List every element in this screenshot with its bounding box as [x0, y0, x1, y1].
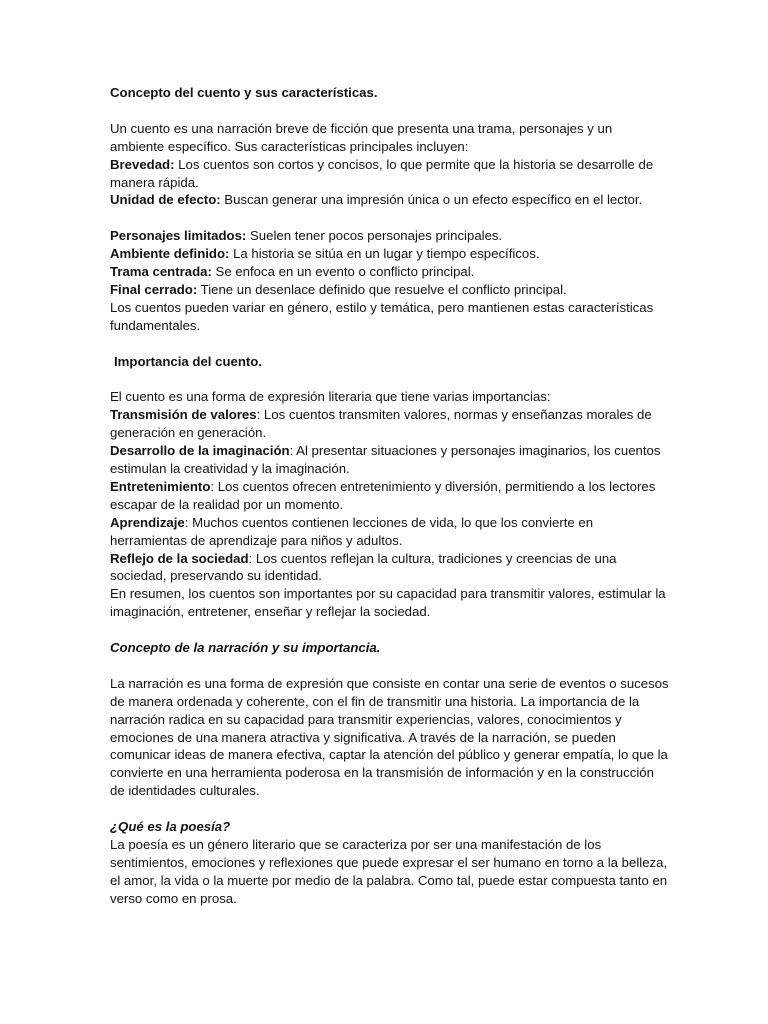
definition-item	[110, 227, 670, 245]
definition-term: Personajes limitados:	[110, 228, 247, 244]
definition-item	[110, 478, 670, 514]
definition-text: Suelen tener pocos personajes principales.	[246, 228, 503, 244]
definition-text: La historia se sitúa en un lugar y tiempo específicos.	[229, 246, 540, 262]
definition-text: : Muchos cuentos contienen lecciones de vida, lo que los convierte en herramientas de aprendizaje para niños y adultos.	[110, 514, 594, 548]
definition-item	[110, 550, 670, 586]
section1-closing: Los cuentos pueden variar en género, estilo y temática, pero mantienen estas características fundamentales.	[110, 299, 654, 333]
section2-closing: En resumen, los cuentos son importantes por su capacidad para transmitir valores, estimular la imaginación, entretener, enseñar y reflejar la sociedad.	[110, 586, 666, 620]
section-title-narracion: Concepto de la narración y su importancia.	[110, 640, 381, 656]
definition-term: Desarrollo de la imaginación	[110, 443, 290, 459]
definition-term: Reflejo de la sociedad	[110, 550, 249, 566]
definition-text: : Los cuentos reflejan la cultura, tradiciones y creencias de una sociedad, preservando su identidad.	[110, 550, 617, 584]
definition-term: Trama centrada:	[110, 264, 212, 280]
definition-item	[110, 281, 670, 299]
definition-item	[110, 514, 670, 550]
document-page	[110, 84, 670, 908]
section4-body: La poesía es un género literario que se caracteriza por ser una manifestación de los sentimientos, emociones y reflexiones que puede expresar el ser humano en torno a la belleza, el amor, la vida o la muerte por medio de la palabra. Como tal, puede estar compuesta tanto en verso como en prosa.	[110, 836, 668, 906]
definition-item	[110, 156, 670, 192]
definition-term: Brevedad:	[110, 156, 175, 172]
section-title-cuento: Concepto del cuento y sus características.	[110, 85, 378, 100]
section-title-importancia: Importancia del cuento.	[114, 353, 263, 369]
definition-item	[110, 191, 670, 209]
definition-text: : Los cuentos ofrecen entretenimiento y diversión, permitiendo a los lectores escapar de la realidad por un momento.	[110, 478, 656, 512]
section3-body: La narración es una forma de expresión que consiste en contar una serie de eventos o sucesos de manera ordenada y coherente, con el fin de transmitir una historia. La importancia de la narración radica en su capacidad para transmitir experiencias, valores, conocimientos y emociones de una manera atractiva y significativa. A través de la narración, se pueden comunicar ideas de manera efectiva, captar la atención del público y generar empatía, lo que la convierte en una herramienta poderosa en la transmisión de información y en la construcción de identidades culturales.	[110, 675, 669, 799]
section-title-poesia: ¿Qué es la poesía?	[110, 819, 231, 835]
definition-item	[110, 245, 670, 263]
definition-text: : Al presentar situaciones y personajes imaginarios, los cuentos estimulan la creatividad y la imaginación.	[110, 443, 661, 476]
definition-item	[110, 442, 670, 478]
definition-term: Entretenimiento	[110, 478, 211, 494]
definition-text: Se enfoca en un evento o conflicto principal.	[211, 264, 475, 280]
section2-intro: El cuento es una forma de expresión literaria que tiene varias importancias:	[110, 389, 551, 405]
definition-item	[110, 263, 670, 281]
definition-term: Ambiente definido:	[110, 246, 230, 262]
definition-text: Buscan generar una impresión única o un efecto específico en el lector.	[220, 192, 643, 208]
section1-intro: Un cuento es una narración breve de ficción que presenta una trama, personajes y un ambiente específico. Sus características principales incluyen:	[110, 120, 613, 154]
definition-text: : Los cuentos transmiten valores, normas y enseñanzas morales de generación en generación.	[110, 407, 652, 441]
definition-text: Los cuentos son cortos y concisos, lo que permite que la historia se desarrolle de manera rápida.	[110, 156, 654, 190]
definition-term: Unidad de efecto:	[110, 192, 221, 208]
definition-term: Final cerrado:	[110, 281, 198, 297]
definition-term: Aprendizaje	[110, 514, 185, 530]
definition-item	[110, 406, 670, 442]
definition-term: Transmisión de valores	[110, 407, 257, 423]
definition-text: Tiene un desenlace definido que resuelve el conflicto principal.	[197, 281, 567, 297]
